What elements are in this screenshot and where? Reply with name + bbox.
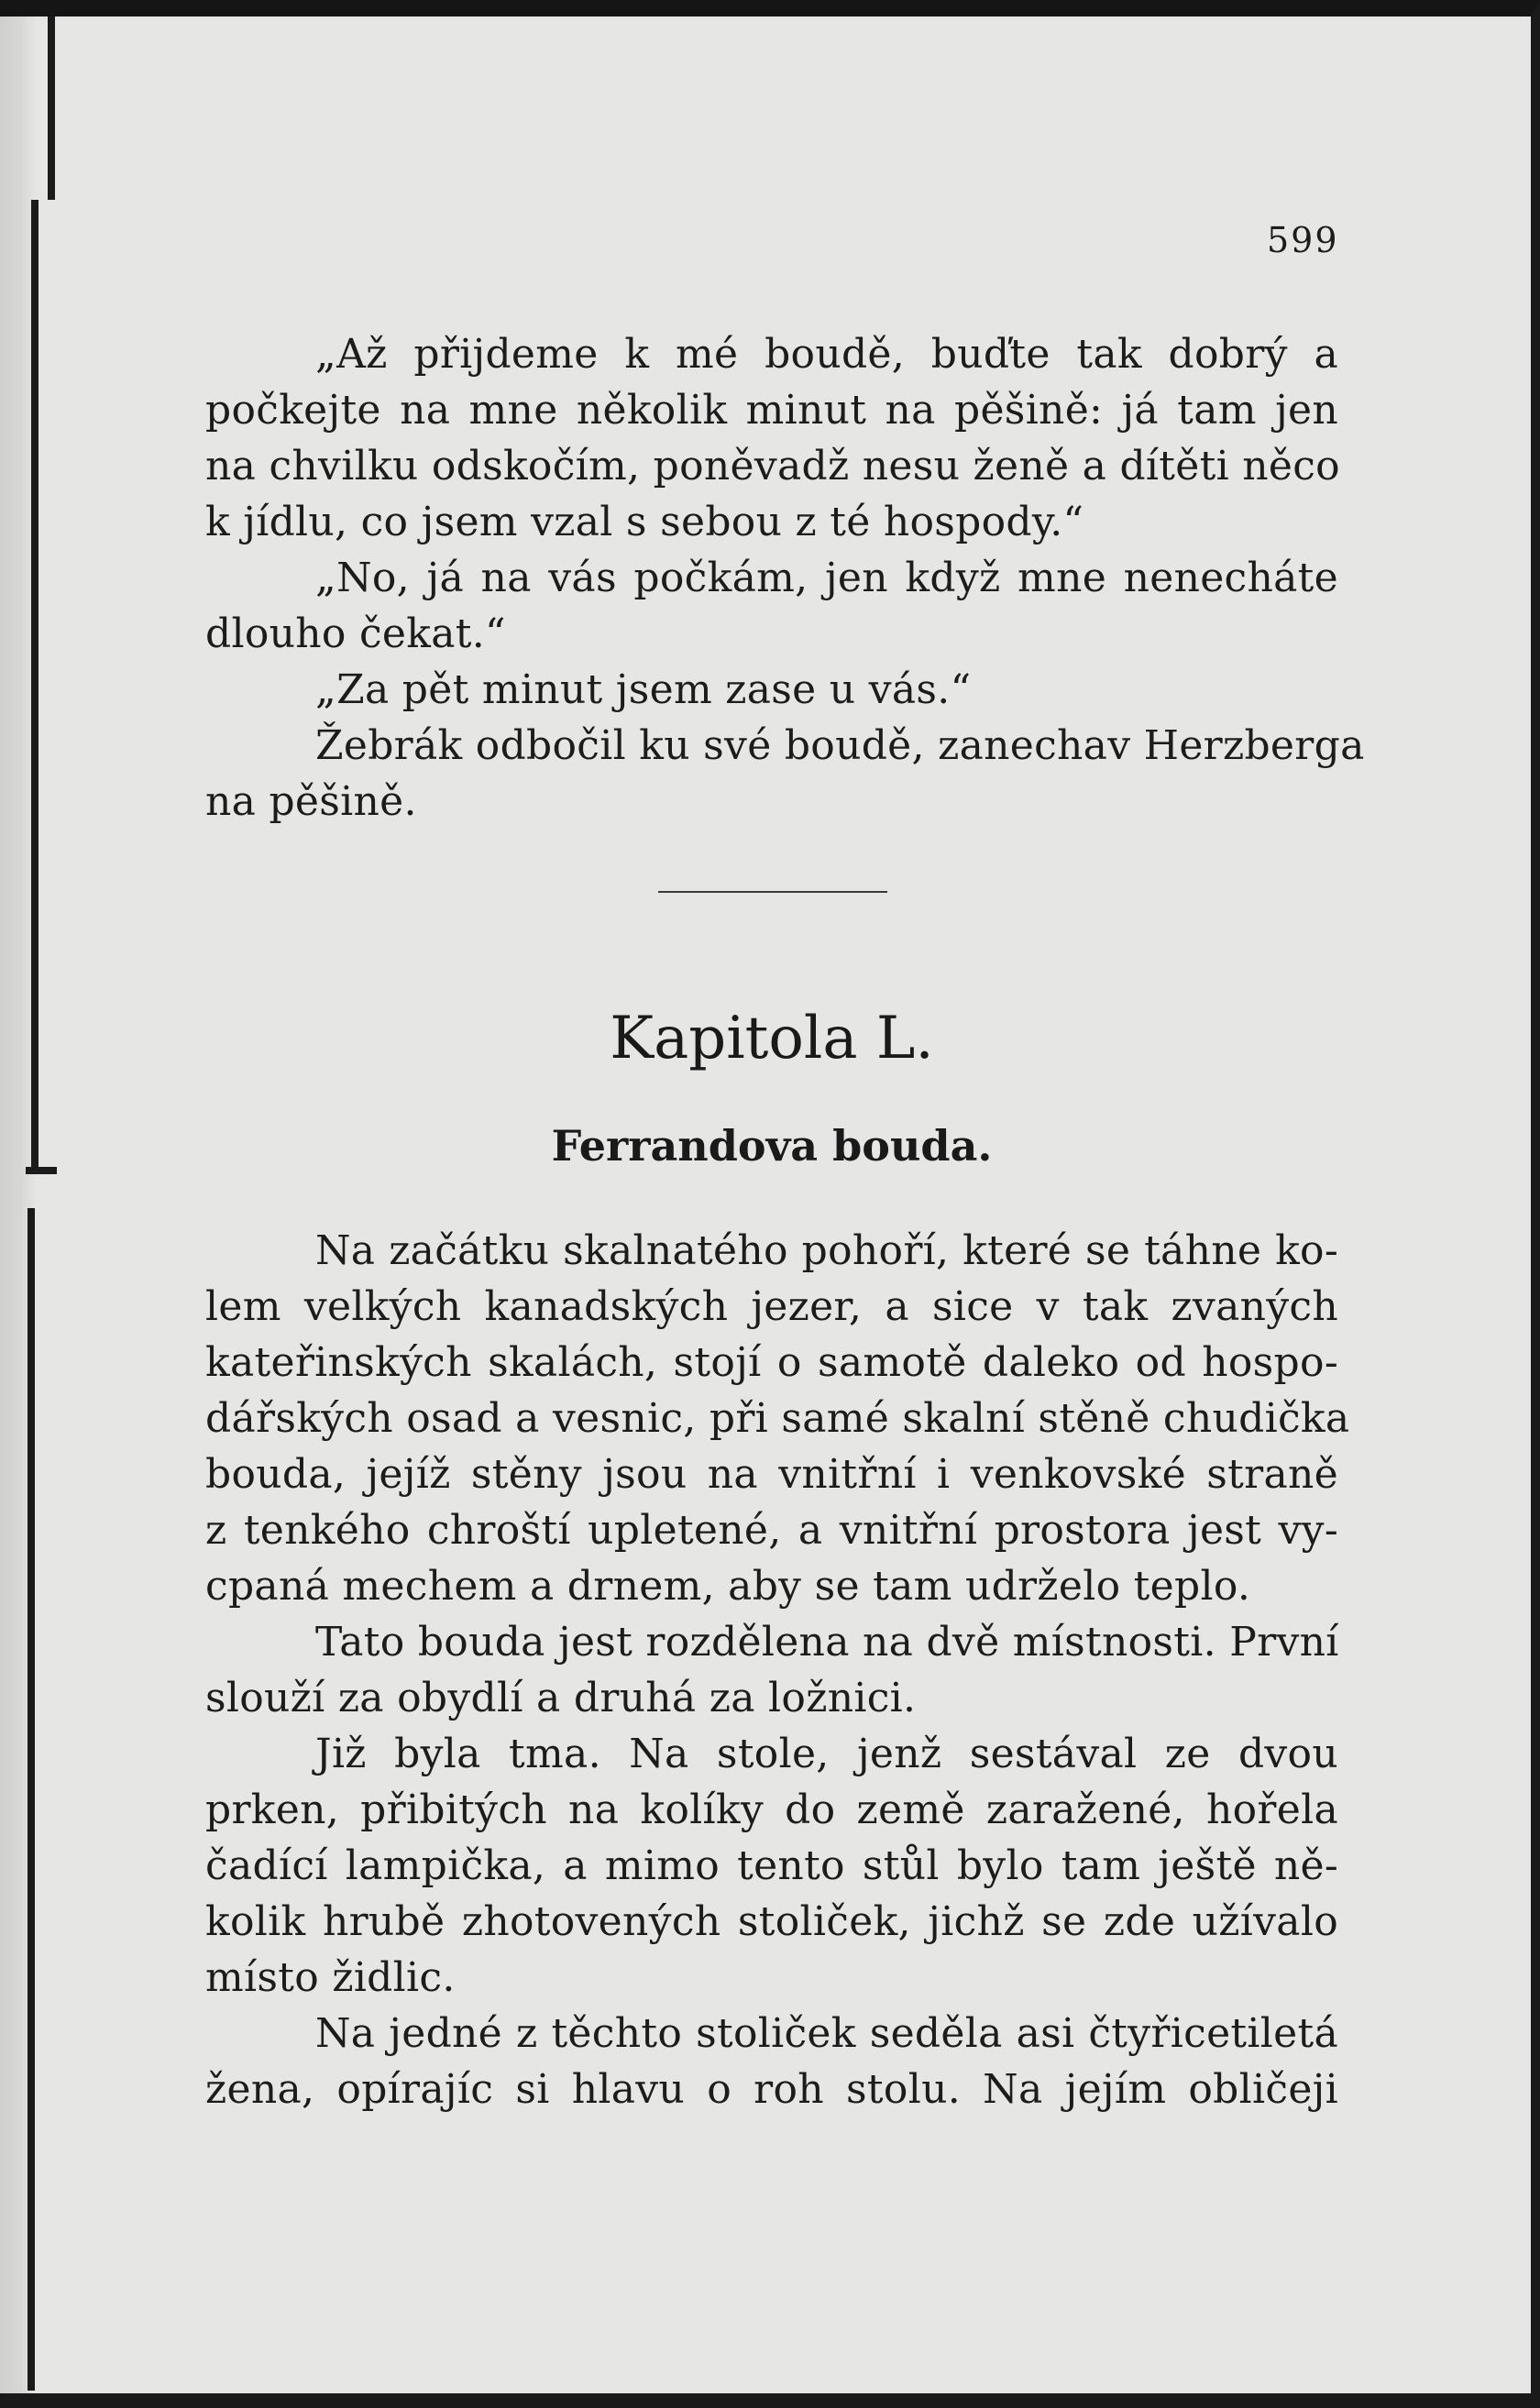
text-line: „Až přijdeme k mé boudě, buďte tak dobrý a [315, 331, 1338, 378]
text-line: k jídlu, co jsem vzal s sebou z té hospody.“ [205, 499, 1084, 545]
text-line: čadící lampička, a mimo tento stůl bylo tam ještě ně- [205, 1842, 1338, 1889]
chapter-subtitle: Ferrandova bouda. [551, 1121, 993, 1171]
text-block-body [205, 1223, 1350, 2117]
text-line: Již byla tma. Na stole, jenž sestával ze dvou [315, 1731, 1338, 1777]
text-line: místo židlic. [205, 1954, 456, 2001]
text-line: kateřinských skalách, stojí o samotě daleko od hospo- [205, 1339, 1338, 1386]
text-block-top [205, 326, 1365, 830]
text-line: cpaná mechem a drnem, aby se tam udrželo teplo. [205, 1563, 1251, 1610]
text-line: „No, já na vás počkám, jen když mne nenecháte [315, 555, 1338, 601]
page-number: 599 [1267, 220, 1339, 260]
text-line: lem velkých kanadských jezer, a sice v tak zvaných [205, 1283, 1338, 1330]
text-line: slouží za obydlí a druhá za ložnici. [205, 1675, 917, 1721]
text-line: dářských osad a vesnic, při samé skalní stěně chudička [205, 1395, 1350, 1442]
text-line: prken, přibitých na kolíky do země zaražené, hořela [205, 1787, 1338, 1833]
text-line: Žebrák odbočil ku své boudě, zanechav Herzberga [315, 722, 1365, 769]
text-line: kolik hrubě zhotovených stoliček, jichž se zde užívalo [205, 1898, 1338, 1945]
binding-mark [48, 16, 55, 200]
page-binding-edge [0, 16, 37, 2393]
text-line: bouda, jejíž stěny jsou na vnitřní i venkovské straně [205, 1451, 1338, 1498]
text-line: Na začátku skalnatého pohoří, které se táhne ko- [315, 1227, 1338, 1274]
text-line: „Za pět minut jsem zase u vás.“ [315, 666, 972, 713]
text-line: Na jedné z těchto stoliček seděla asi čtyřicetiletá [315, 2010, 1338, 2057]
binding-mark [28, 1208, 35, 2391]
text-line: na chvilku odskočím, poněvadž nesu ženě a dítěti něco [205, 443, 1340, 489]
text-line: z tenkého chroští upletené, a vnitřní prostora jest vy- [205, 1507, 1338, 1554]
section-divider [658, 891, 887, 893]
chapter-title: Kapitola L. [610, 1005, 934, 1072]
text-line: Tato bouda jest rozdělena na dvě místnosti. První [315, 1619, 1339, 1666]
text-line: na pěšině. [205, 778, 417, 825]
text-line: počkejte na mne několik minut na pěšině: já tam jen [205, 387, 1338, 434]
text-line: dlouho čekat.“ [205, 610, 506, 657]
text-line: žena, opírajíc si hlavu o roh stolu. Na jejím obličeji [205, 2066, 1338, 2113]
